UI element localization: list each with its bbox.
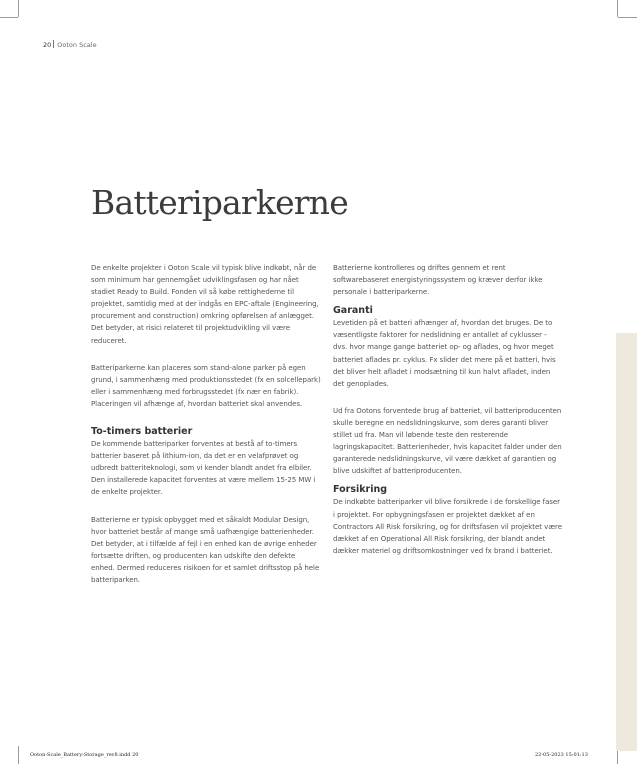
section-heading: Garanti [333,305,373,317]
left-column [91,262,321,601]
page-edge-color-bar [616,333,637,751]
paragraph: De enkelte projekter i Ooton Scale vil typisk blive indkøbt, når de som minimum har gennemgået udviklingsfasen og har nået stadiet Ready to Build. Fonden vil så købe rettighederne til projektet, samtidig med at der indgås en EPC-aftale (Engineering, procurement and construction) omkring opførelsen af anlægget. Det betyder, at risici relateret til projektudvikling vil være reduceret. [91,264,319,345]
print-slug-file: Ooton-Scale_Battery-Storage_rev8.indd 20 [30,752,139,758]
section-heading: To-timers batterier [91,426,193,438]
section-heading: Forsikring [333,484,388,496]
paragraph: Batterierne er typisk opbygget med et såkaldt Modular Design, hvor batteriet består af mange små uafhængige batterienheder. Det betyder, at i tilfælde af fejl i en enhed kan de øvrige enheder fortsætte driften, og producenten kan udskifte den defekte enhed. Dermed reduceres risikoen for et samlet driftsstop på hele batteriparken. [91,515,320,584]
paragraph: De kommende batteriparker forventes at bestå af to-timers batterier baseret på lithium-ion, da det er en velafprøvet og udbredt batteriteknologi, som vi kender blandt andet fra elbiler. Den installerede kapacitet forventes at være mellem 15-25 MW i de enkelte projekter. [91,440,316,497]
paragraph: Batteriparkerne kan placeres som stand-alone parker på egen grund, i sammenhæng med produktionsstedet (fx en solcellepark) eller i sammenhæng med forbrugsstedet (fx nær en fabrik). Placeringen vil afhænge af, hvordan batteriet skal anvendes. [91,363,321,408]
paragraph: Levetiden på et batteri afhænger af, hvordan det bruges. De to væsentligste faktorer for nedslidning er antallet af cyklusser - dvs. hvor mange gange batteriet op- og aflades, og hvor meget batteriet aflades pr. cyklus. Fx slider det mere på et batteri, hvis det bliver helt afladet i modsætning til kun halvt afladet, inden det genoplades. [333,319,556,388]
paragraph: Batterierne kontrolleres og driftes gennem et rent softwarebaseret energistyringssystem og kræver derfor ikke personale i batteriparkerne. [333,264,543,297]
crop-mark [0,17,18,18]
running-header [43,40,97,49]
crop-mark [618,17,637,18]
crop-mark [18,746,19,764]
header-separator [53,40,54,48]
print-slug-datetime: 22-05-2023 15:01:13 [535,752,588,758]
crop-mark [617,0,618,17]
right-column [333,262,563,572]
page-title: Batteriparkerne [91,183,348,222]
publication-name: Ooton Scale [57,41,97,49]
paragraph: De indkøbte batteriparker vil blive forsikrede i de forskellige faser i projektet. For opbygningsfasen er projektet dækket af en Contractors All Risk forsikring, og for driftsfasen vil projektet være dækket af en Operational All Risk forsikring, der blandt andet dækker materiel og driftsomkostninger ved fx brand i batteriet. [333,498,562,555]
crop-mark [18,0,19,17]
page-number: 20 [43,41,52,49]
paragraph: Ud fra Ootons forventede brug af batteriet, vil batteriproducenten skulle beregne en nedslidningskurve, som deres garanti bliver stillet ud fra. Man vil løbende teste den resterende lagringskapacitet. Batterienheder, hvis kapacitet falder under den garanterede nedslidningskurve, vil være dækket af garantien og blive udskiftet af batteriproducenten. [333,406,562,476]
